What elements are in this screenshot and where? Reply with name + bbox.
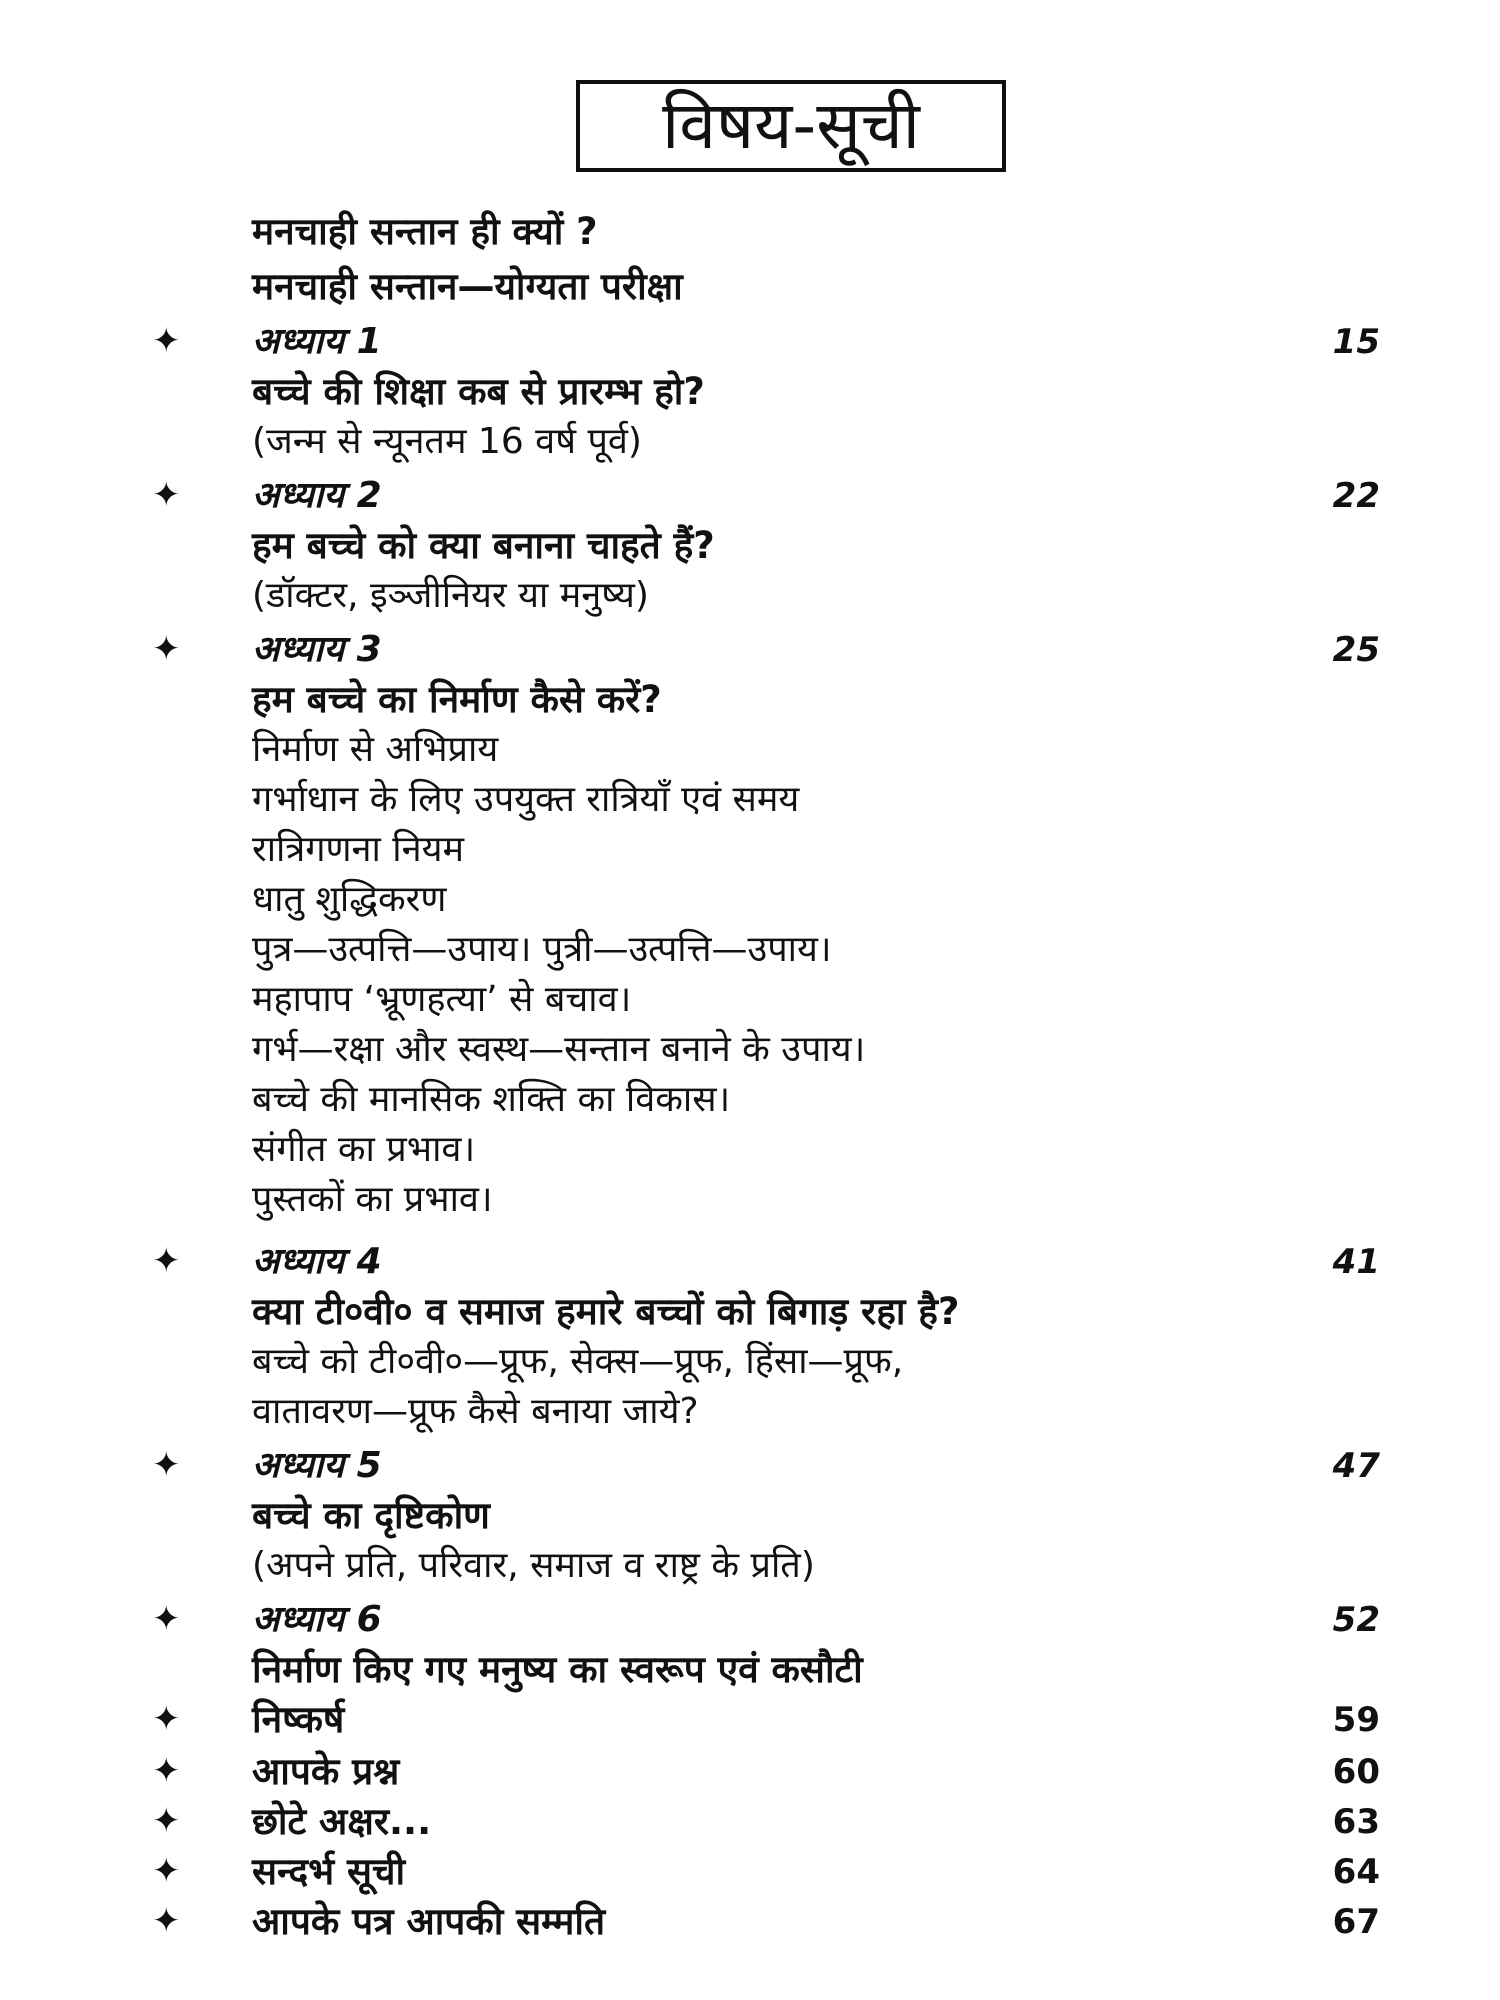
toc-entry[interactable] (0, 1338, 1500, 1388)
star-bullet-icon: ✦ (152, 1751, 181, 1791)
toc-entry-text: महापाप ‘भ्रूणहत्या’ से बचाव। (252, 979, 632, 1020)
toc-entry-text: बच्चे को टी०वी०—प्रूफ, सेक्स—प्रूफ, हिंसा—प्रूफ, (252, 1341, 904, 1382)
toc-entry-text: संगीत का प्रभाव। (252, 1129, 476, 1170)
toc-entry-text: पुस्तकों का प्रभाव। (252, 1179, 493, 1220)
toc-entry[interactable] (0, 1388, 1500, 1438)
star-bullet-icon: ✦ (152, 1901, 181, 1941)
star-bullet-icon: ✦ (152, 475, 181, 515)
toc-entry[interactable] (0, 572, 1500, 622)
page-number: 59 (1332, 1700, 1380, 1740)
star-bullet-icon: ✦ (152, 321, 181, 361)
star-bullet-icon: ✦ (152, 1445, 181, 1485)
toc-entry[interactable] (0, 1848, 1500, 1898)
star-bullet-icon: ✦ (152, 1599, 181, 1639)
star-bullet-icon: ✦ (152, 1241, 181, 1281)
toc-entry[interactable] (0, 826, 1500, 876)
page-title: विषय-सूची (662, 87, 920, 164)
star-bullet-icon: ✦ (152, 1699, 181, 1739)
toc-entry[interactable] (0, 1542, 1500, 1592)
toc-entry[interactable] (0, 676, 1500, 726)
page-number: 15 (1332, 322, 1380, 362)
toc-entry[interactable] (0, 1288, 1500, 1338)
toc-entry[interactable] (0, 1748, 1500, 1798)
toc-entry-text: (अपने प्रति, परिवार, समाज व राष्ट्र के प्रति) (252, 1545, 815, 1586)
toc-entry-text: हम बच्चे का निर्माण कैसे करें? (252, 678, 662, 721)
page-number: 64 (1332, 1852, 1380, 1892)
toc-entry[interactable] (0, 976, 1500, 1026)
toc-entry-text: गर्भाधान के लिए उपयुक्त रात्रियाँ एवं समय (252, 779, 800, 820)
toc-entry-text: आपके प्रश्न (252, 1750, 400, 1793)
toc-entry[interactable] (0, 522, 1500, 572)
toc-entry-text: सन्दर्भ सूची (252, 1850, 406, 1893)
toc-entry[interactable] (0, 472, 1500, 522)
toc-entry-text: बच्चे की मानसिक शक्ति का विकास। (252, 1079, 731, 1120)
toc-entry[interactable] (0, 1596, 1500, 1646)
toc-entry[interactable] (0, 1238, 1500, 1288)
toc-entry[interactable] (0, 1646, 1500, 1696)
toc-entry-text: क्या टी०वी० व समाज हमारे बच्चों को बिगाड़ रहा है? (252, 1290, 960, 1333)
toc-entry[interactable] (0, 1076, 1500, 1126)
toc-entry[interactable] (0, 1798, 1500, 1848)
page-number: 25 (1332, 630, 1380, 670)
toc-entry-text: मनचाही सन्तान—योग्यता परीक्षा (252, 265, 683, 308)
toc-entry[interactable] (0, 776, 1500, 826)
toc-entry-text: आपके पत्र आपकी सम्मति (252, 1900, 606, 1943)
star-bullet-icon: ✦ (152, 1851, 181, 1891)
title-box (576, 80, 1006, 172)
toc-entry-text: मनचाही सन्तान ही क्यों ? (252, 210, 598, 253)
toc-entry[interactable] (0, 1126, 1500, 1176)
toc-entry[interactable] (0, 626, 1500, 676)
toc-entry-text: बच्चे की शिक्षा कब से प्रारम्भ हो? (252, 370, 705, 413)
chapter-heading: अध्याय 6 (252, 1599, 382, 1640)
page-number: 63 (1332, 1802, 1380, 1842)
toc-entry[interactable] (0, 1492, 1500, 1542)
toc-entry-text: छोटे अक्षर... (252, 1800, 432, 1843)
page-number: 22 (1332, 476, 1380, 516)
toc-entry[interactable] (0, 208, 1500, 258)
toc-entry-text: (जन्म से न्यूनतम 16 वर्ष पूर्व) (252, 421, 642, 462)
chapter-heading: अध्याय 3 (252, 629, 382, 670)
page-number: 67 (1332, 1902, 1380, 1942)
toc-entry-text: धातु शुद्धिकरण (252, 879, 447, 920)
chapter-heading: अध्याय 5 (252, 1445, 382, 1486)
toc-entry-text: वातावरण—प्रूफ कैसे बनाया जाये? (252, 1391, 699, 1432)
toc-entry-text: गर्भ—रक्षा और स्वस्थ—सन्तान बनाने के उपाय। (252, 1029, 866, 1070)
toc-entry[interactable] (0, 418, 1500, 468)
toc-entry[interactable] (0, 726, 1500, 776)
toc-entry-text: निर्माण से अभिप्राय (252, 729, 499, 770)
chapter-heading: अध्याय 2 (252, 475, 382, 516)
toc-entry-text: निष्कर्ष (252, 1698, 345, 1741)
page-number: 47 (1332, 1446, 1380, 1486)
toc-entry-text: निर्माण किए गए मनुष्य का स्वरूप एवं कसौटी (252, 1648, 863, 1691)
toc-entry[interactable] (0, 1176, 1500, 1226)
chapter-heading: अध्याय 1 (252, 321, 382, 362)
page-number: 41 (1332, 1242, 1380, 1282)
toc-entry-text: (डॉक्टर, इञ्जीनियर या मनुष्य) (252, 575, 649, 616)
toc-entry-text: रात्रिगणना नियम (252, 829, 464, 870)
chapter-heading: अध्याय 4 (252, 1241, 382, 1282)
toc-entry[interactable] (0, 1696, 1500, 1746)
toc-entry[interactable] (0, 263, 1500, 313)
toc-entry[interactable] (0, 318, 1500, 368)
star-bullet-icon: ✦ (152, 1801, 181, 1841)
toc-entry-text: बच्चे का दृष्टिकोण (252, 1494, 490, 1537)
page-number: 52 (1332, 1600, 1380, 1640)
toc-entry[interactable] (0, 368, 1500, 418)
toc-entry[interactable] (0, 1898, 1500, 1948)
toc-entry[interactable] (0, 1442, 1500, 1492)
toc-entry[interactable] (0, 926, 1500, 976)
toc-entry[interactable] (0, 1026, 1500, 1076)
page-number: 60 (1332, 1752, 1380, 1792)
star-bullet-icon: ✦ (152, 629, 181, 669)
toc-entry[interactable] (0, 876, 1500, 926)
toc-entry-text: हम बच्चे को क्या बनाना चाहते हैं? (252, 524, 715, 567)
toc-entry-text: पुत्र—उत्पत्ति—उपाय। पुत्री—उत्पत्ति—उपाय। (252, 929, 832, 970)
